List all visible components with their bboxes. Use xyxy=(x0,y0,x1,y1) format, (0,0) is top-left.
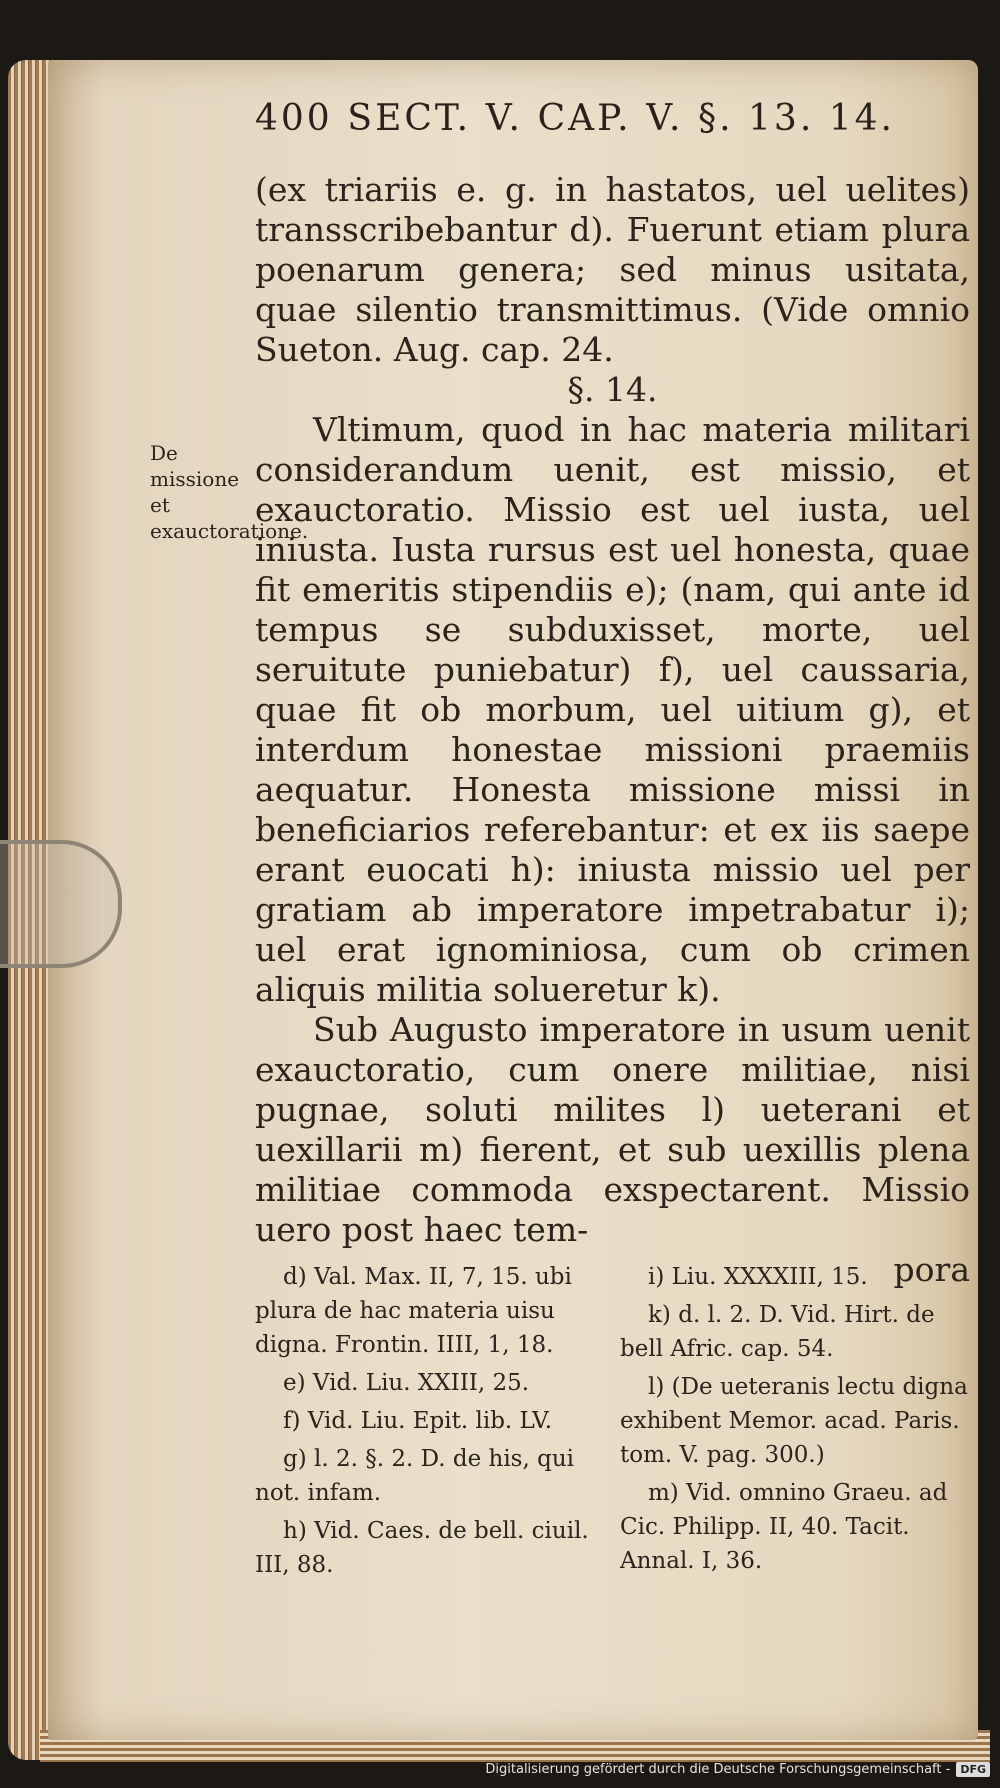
chapter-number: V. xyxy=(646,98,684,139)
footnote: i) Liu. XXXXIII, 15. xyxy=(648,1264,868,1290)
digitization-credit xyxy=(485,1762,990,1777)
paragraph-numbers: §. 13. 14. xyxy=(698,98,895,139)
paragraph-missio: Vltimum, quod in hac materia militari considerandum uenit, est missio, et exauctoratio. Missio est uel iusta, uel iniusta. Iusta rursus est uel honesta, quae fit emeritis stipendiis e); (nam, qui ante id tempus se subduxisset, morte, uel seruitute puniebatur) f), uel caussaria, quae fit ob morbum, uel uitium g), et interdum honestae missioni praemiis aequatur. Honesta missione missi in beneficiarios referebantur: et ex iis saepe erant euocati h): iniusta missio uel per gratiam ab imperatore impetrabatur i); uel erat ignominiosa, cum ob crimen aliquis militia solueretur k). xyxy=(255,410,970,1009)
section-number: V. xyxy=(485,98,523,139)
catchword: pora xyxy=(893,1250,970,1289)
footnote: l) (De ueteranis lectu digna exhibent Memor. acad. Paris. tom. V. pag. 300.) xyxy=(620,1374,968,1468)
section-label: SECT. xyxy=(347,98,472,139)
margin-note: De missione et exauctoratione. xyxy=(150,441,309,543)
dfg-logo: DFG xyxy=(956,1762,990,1777)
running-head xyxy=(255,98,895,139)
page-clip xyxy=(0,840,122,968)
footnote: f) Vid. Liu. Epit. lib. LV. xyxy=(283,1408,553,1434)
chapter-label: CAP. xyxy=(537,98,632,139)
footnotes xyxy=(255,1260,970,1586)
footnote: g) l. 2. §. 2. D. de his, qui not. infam. xyxy=(255,1446,574,1506)
credit-text: Digitalisierung gefördert durch die Deutsche Forschungsgemeinschaft - xyxy=(485,1762,951,1777)
paragraph-exauctoratio: Sub Augusto imperatore in usum uenit exauctoratio, cum onere militiae, nisi pugnae, soluti milites l) ueterani et uexillarii m) fierent, et sub uexillis plena militiae commoda exspectarent. Missio uero post haec tem- xyxy=(255,1010,970,1249)
footnote: d) Val. Max. II, 7, 15. ubi plura de hac materia uisu digna. Frontin. IIII, 1, 18. xyxy=(255,1264,572,1358)
footnote: e) Vid. Liu. XXIII, 25. xyxy=(283,1370,530,1396)
main-text xyxy=(255,170,970,1290)
footnotes-left-column xyxy=(255,1260,605,1586)
intro-paragraph: (ex triariis e. g. in hastatos, uel uelites) transscribebantur d). Fuerunt etiam plura poenarum genera; sed minus usitata, quae silentio transmittimus. (Vide omnio Sueton. Aug. cap. 24. xyxy=(255,170,970,369)
footnotes-right-column xyxy=(620,1260,970,1586)
footnote: m) Vid. omnino Graeu. ad Cic. Philipp. II, 40. Tacit. Annal. I, 36. xyxy=(620,1480,948,1574)
footnote: h) Vid. Caes. de bell. ciuil. III, 88. xyxy=(255,1518,589,1578)
section-mark: §. 14. xyxy=(567,370,658,409)
footnote: k) d. l. 2. D. Vid. Hirt. de bell Afric. cap. 54. xyxy=(620,1302,935,1362)
page-number: 400 xyxy=(255,98,333,139)
